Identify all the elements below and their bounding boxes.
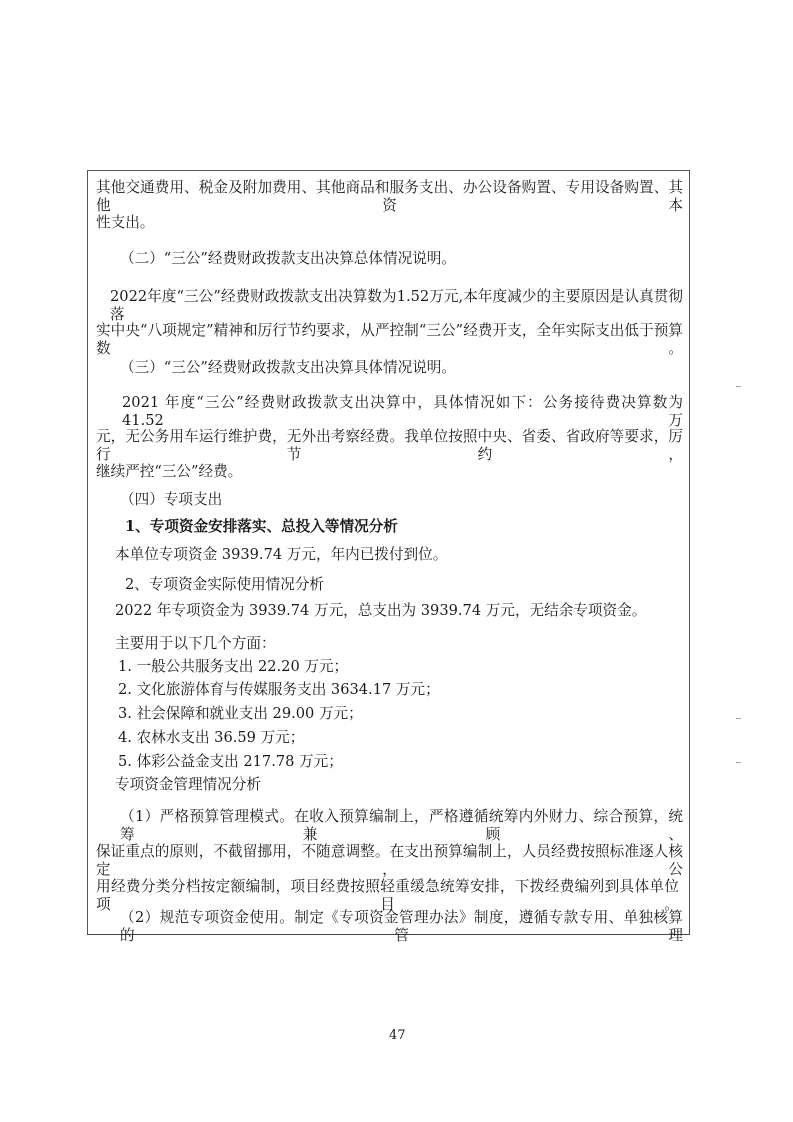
subsection-heading: 专项资金管理情况分析	[115, 776, 261, 793]
section-heading: （二）“三公”经费财政拨款支出决算总体情况说明。	[120, 250, 456, 267]
paragraph-line: 继续严控“三公”经费。	[96, 463, 243, 480]
list-item: 3. 社会保障和就业支出 29.00 万元；	[118, 705, 363, 722]
paragraph-line: 实中央“八项规定”精神和厉行节约要求，从严控制“三公”经费开支，全年实际支出低于预算数。	[96, 322, 683, 357]
paragraph-line: 主要用于以下几个方面：	[115, 635, 276, 652]
subsection-heading: 2、专项资金实际使用情况分析	[125, 576, 325, 593]
paragraph-line: 2022年度“三公”经费财政拨款支出决算数为1.52万元,本年度减少的主要原因是认真贯彻落	[110, 288, 683, 323]
paragraph-line: 元，无公务用车运行维护费，无外出考察经费。我单位按照中央、省委、省政府等要求，厉行节约，	[96, 428, 683, 463]
paragraph-line: 性支出。	[96, 214, 155, 231]
page-number: 47	[389, 1028, 406, 1043]
paragraph-line: （1）严格预算管理模式。在收入预算编制上，严格遵循统筹内外财力、综合预算，统筹兼顾、	[120, 808, 683, 843]
paragraph-line: 用经费分类分档按定额编制，项目经费按照轻重缓急统筹安排，下拨经费编列到具体单位项目。	[96, 878, 679, 913]
paragraph-line: （2）规范专项资金使用。制定《专项资金管理办法》制度，遵循专款专用、单独核算的管理	[120, 909, 683, 944]
paragraph-line: 其他交通费用、税金及附加费用、其他商品和服务支出、办公设备购置、专用设备购置、其他资本	[96, 179, 683, 214]
scan-mark	[736, 386, 741, 387]
scan-mark	[736, 762, 741, 763]
list-item: 5. 体彩公益金支出 217.78 万元；	[118, 753, 343, 770]
list-item: 2. 文化旅游体育与传媒服务支出 3634.17 万元；	[118, 681, 440, 698]
list-item: 1. 一般公共服务支出 22.20 万元；	[118, 658, 349, 675]
paragraph-line: 保证重点的原则，不截留挪用，不随意调整。在支出预算编制上，人员经费按照标准逐人核定，公	[96, 843, 683, 878]
list-item: 4. 农林水支出 36.59 万元；	[118, 729, 305, 746]
section-heading: （三）“三公”经费财政拨款支出决算具体情况说明。	[120, 359, 456, 376]
subsection-heading: 1、专项资金安排落实、总投入等情况分析	[125, 518, 398, 535]
scan-mark	[736, 718, 741, 719]
paragraph-line: 本单位专项资金 3939.74 万元，年内已拨付到位。	[115, 546, 448, 563]
paragraph-line: 2022 年专项资金为 3939.74 万元，总支出为 3939.74 万元，无结余专项资金。	[115, 602, 647, 619]
section-heading: （四）专项支出	[120, 491, 223, 508]
paragraph-line: 2021 年度“三公”经费财政拨款支出决算中，具体情况如下：公务接待费决算数为 41.52 万	[122, 394, 683, 429]
